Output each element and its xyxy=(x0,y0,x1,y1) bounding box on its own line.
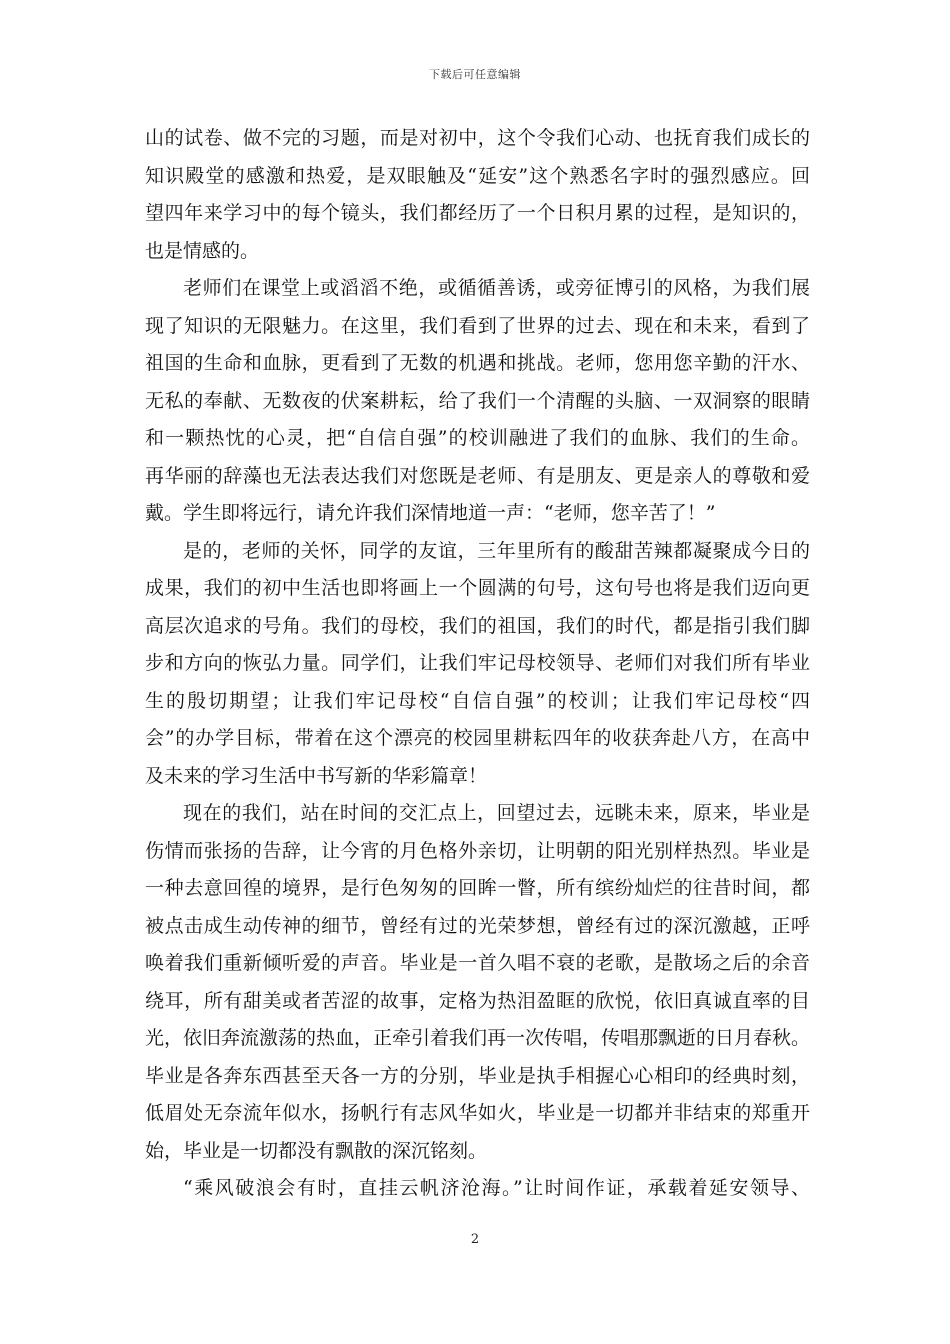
text-line: 高层次追求的号角。我们的母校，我们的祖国，我们的时代，都是指引我们脚 xyxy=(145,614,810,637)
document-body xyxy=(145,120,810,1208)
text-line: 望四年来学习中的每个镜头，我们都经历了一个日积月累的过程，是知识的， xyxy=(145,202,810,224)
text-line: 和一颗热忱的心灵，把“自信自强”的校训融进了我们的血脉、我们的生命。 xyxy=(145,427,810,449)
text-line: 是的，老师的关怀，同学的友谊，三年里所有的酸甜苦辣都凝聚成今日的 xyxy=(183,539,810,562)
text-line: 再华丽的辞藻也无法表达我们对您既是老师、有是朋友、更是亲人的尊敬和爱 xyxy=(145,464,810,487)
text-line: “乘风破浪会有时，直挂云帆济沧海。”让时间作证，承载着延安领导、 xyxy=(183,1177,810,1199)
page-number: 2 xyxy=(470,1232,480,1247)
text-line: 始，毕业是一切都没有飘散的深沉铭刻。 xyxy=(145,1139,488,1162)
text-line: 无私的奉献、无数夜的伏案耕耘，给了我们一个清醒的头脑、一双洞察的眼睛 xyxy=(145,389,810,412)
text-line: 绕耳，所有甜美或者苦涩的故事，定格为热泪盈眶的欣悦，依旧真诚直率的目 xyxy=(145,989,810,1012)
text-line: 成果，我们的初中生活也即将画上一个圆满的句号，这句号也将是我们迈向更 xyxy=(145,577,810,599)
text-line: 也是情感的。 xyxy=(145,239,260,262)
page-header: 下载后可任意编辑 xyxy=(429,68,521,81)
text-line: 及未来的学习生活中书写新的华彩篇章！ xyxy=(145,764,488,787)
text-line: 低眉处无奈流年似水，扬帆行有志风华如火，毕业是一切都并非结束的郑重开 xyxy=(145,1102,810,1124)
text-line: 老师们在课堂上或滔滔不绝，或循循善诱，或旁征博引的风格，为我们展 xyxy=(183,277,810,299)
paragraph-5 xyxy=(145,1170,810,1208)
paragraph-1 xyxy=(145,120,810,270)
text-line: 山的试卷、做不完的习题，而是对初中，这个令我们心动、也抚育我们成长的 xyxy=(145,127,810,149)
paragraph-3 xyxy=(145,533,810,796)
text-line: 伤情而张扬的告辞，让今宵的月色格外亲切，让明朝的阳光别样热烈。毕业是 xyxy=(145,839,810,862)
text-line: 毕业是各奔东西甚至天各一方的分别，毕业是执手相握心心相印的经典时刻， xyxy=(145,1064,810,1087)
text-line: 光，依旧奔流激荡的热血，正牵引着我们再一次传唱，传唱那飘逝的日月春秋。 xyxy=(145,1027,810,1049)
text-line: 现了知识的无限魅力。在这里，我们看到了世界的过去、现在和未来，看到了 xyxy=(145,314,810,337)
text-line: 祖国的生命和血脉，更看到了无数的机遇和挑战。老师，您用您辛勤的汗水、 xyxy=(145,352,810,374)
text-line: 被点击成生动传神的细节，曾经有过的光荣梦想，曾经有过的深沉激越，正呼 xyxy=(145,914,810,937)
text-line: 一种去意回徨的境界，是行色匆匆的回眸一瞥，所有缤纷灿烂的往昔时间，都 xyxy=(145,877,810,899)
text-line: 唤着我们重新倾听爱的声音。毕业是一首久唱不衰的老歌，是散场之后的余音 xyxy=(145,952,810,974)
text-line: 戴。学生即将远行，请允许我们深情地道一声：“老师，您辛苦了！” xyxy=(145,502,716,524)
paragraph-4 xyxy=(145,795,810,1170)
text-line: 知识殿堂的感激和热爱，是双眼触及“延安”这个熟悉名字时的强烈感应。回 xyxy=(145,164,810,187)
paragraph-2 xyxy=(145,270,810,533)
text-line: 现在的我们，站在时间的交汇点上，回望过去，远眺未来，原来，毕业是 xyxy=(183,802,810,824)
text-line: 生的殷切期望；让我们牢记母校“自信自强”的校训；让我们牢记母校“四 xyxy=(145,689,810,712)
text-line: 步和方向的恢弘力量。同学们，让我们牢记母校领导、老师们对我们所有毕业 xyxy=(145,652,810,674)
text-line: 会”的办学目标，带着在这个漂亮的校园里耕耘四年的收获奔赴八方，在高中 xyxy=(145,727,810,749)
